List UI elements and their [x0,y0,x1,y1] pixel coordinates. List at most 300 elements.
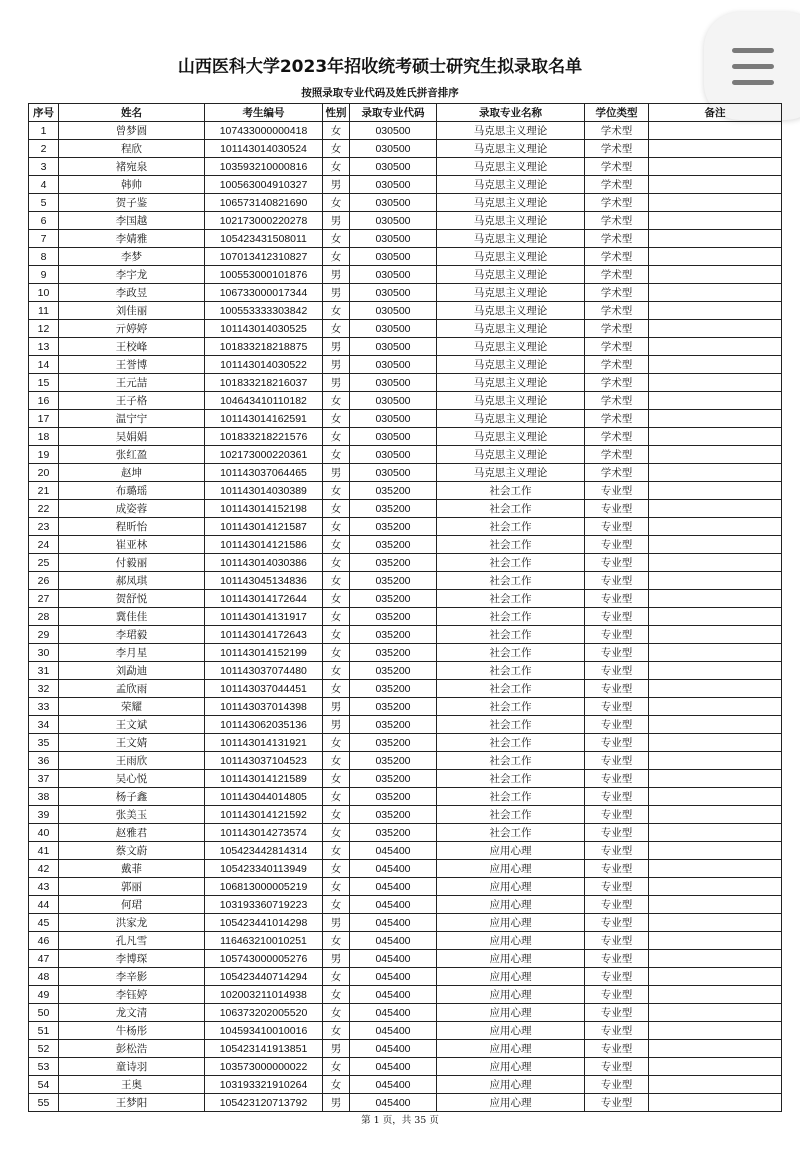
major-code-cell: 030500 [350,410,437,428]
name-cell: 贺子鉴 [59,194,205,212]
remarks-cell [649,554,782,572]
index-cell: 5 [29,194,59,212]
index-cell: 45 [29,914,59,932]
major-code-cell: 030500 [350,392,437,410]
major-code-cell: 045400 [350,986,437,1004]
index-cell: 38 [29,788,59,806]
index-cell: 39 [29,806,59,824]
remarks-cell [649,716,782,734]
degree-type-cell: 专业型 [585,842,649,860]
major-name-cell: 应用心理 [437,968,585,986]
index-cell: 25 [29,554,59,572]
index-cell: 36 [29,752,59,770]
name-cell: 李月星 [59,644,205,662]
major-name-cell: 社会工作 [437,518,585,536]
remarks-cell [649,536,782,554]
table-row [29,662,782,680]
remarks-cell [649,518,782,536]
gender-cell: 女 [323,302,350,320]
major-name-cell: 马克思主义理论 [437,266,585,284]
gender-cell: 女 [323,554,350,572]
table-row [29,410,782,428]
major-code-cell: 045400 [350,896,437,914]
table-row [29,1094,782,1112]
name-cell: 李政昱 [59,284,205,302]
degree-type-cell: 学术型 [585,446,649,464]
table-body [29,122,782,1112]
remarks-cell [649,446,782,464]
exam-id-cell: 101833218218875 [205,338,323,356]
exam-id-cell: 101143014131917 [205,608,323,626]
gender-cell: 男 [323,716,350,734]
exam-id-cell: 100553000101876 [205,266,323,284]
major-name-cell: 应用心理 [437,1058,585,1076]
major-code-cell: 035200 [350,698,437,716]
remarks-cell [649,248,782,266]
table-row [29,842,782,860]
table-row [29,212,782,230]
degree-type-cell: 学术型 [585,410,649,428]
table-row [29,338,782,356]
table-row [29,896,782,914]
major-code-cell: 035200 [350,518,437,536]
degree-type-cell: 专业型 [585,608,649,626]
gender-cell: 女 [323,896,350,914]
table-row [29,302,782,320]
degree-type-cell: 专业型 [585,770,649,788]
index-cell: 14 [29,356,59,374]
table-row [29,194,782,212]
major-code-cell: 035200 [350,500,437,518]
index-cell: 29 [29,626,59,644]
exam-id-cell: 101143014172644 [205,590,323,608]
gender-cell: 女 [323,986,350,1004]
remarks-cell [649,176,782,194]
major-name-cell: 马克思主义理论 [437,194,585,212]
table-row [29,626,782,644]
major-code-cell: 045400 [350,860,437,878]
table-row [29,446,782,464]
index-cell: 26 [29,572,59,590]
gender-cell: 男 [323,284,350,302]
index-cell: 8 [29,248,59,266]
gender-cell: 女 [323,410,350,428]
exam-id-cell: 101143014152199 [205,644,323,662]
table-row [29,1076,782,1094]
degree-type-cell: 学术型 [585,428,649,446]
major-code-cell: 035200 [350,644,437,662]
table-row [29,464,782,482]
major-code-cell: 035200 [350,716,437,734]
major-name-cell: 社会工作 [437,482,585,500]
index-cell: 11 [29,302,59,320]
name-cell: 曾梦圆 [59,122,205,140]
gender-cell: 女 [323,932,350,950]
exam-id-cell: 101143014030525 [205,320,323,338]
degree-type-cell: 学术型 [585,194,649,212]
major-code-cell: 030500 [350,428,437,446]
degree-type-cell: 专业型 [585,968,649,986]
degree-type-cell: 专业型 [585,914,649,932]
major-name-cell: 社会工作 [437,572,585,590]
exam-id-cell: 101143014121589 [205,770,323,788]
name-cell: 亓婷婷 [59,320,205,338]
major-code-cell: 045400 [350,950,437,968]
major-name-cell: 社会工作 [437,734,585,752]
index-cell: 35 [29,734,59,752]
name-cell: 李婧雅 [59,230,205,248]
degree-type-cell: 学术型 [585,230,649,248]
major-name-cell: 应用心理 [437,914,585,932]
name-cell: 温宁宁 [59,410,205,428]
remarks-cell [649,338,782,356]
table-row [29,140,782,158]
name-cell: 蔡文蔚 [59,842,205,860]
table-row [29,590,782,608]
degree-type-cell: 专业型 [585,878,649,896]
remarks-cell [649,500,782,518]
table-row [29,1004,782,1022]
major-code-cell: 045400 [350,914,437,932]
table-row [29,572,782,590]
table-row [29,374,782,392]
gender-cell: 女 [323,446,350,464]
name-cell: 孔凡雪 [59,932,205,950]
name-cell: 布璐瑶 [59,482,205,500]
index-cell: 37 [29,770,59,788]
remarks-cell [649,356,782,374]
index-cell: 18 [29,428,59,446]
col-header-degree-type: 学位类型 [585,104,649,122]
gender-cell: 女 [323,824,350,842]
remarks-cell [649,608,782,626]
degree-type-cell: 学术型 [585,320,649,338]
exam-id-cell: 104593410010016 [205,1022,323,1040]
exam-id-cell: 101143037074480 [205,662,323,680]
degree-type-cell: 专业型 [585,788,649,806]
gender-cell: 女 [323,590,350,608]
index-cell: 43 [29,878,59,896]
major-code-cell: 035200 [350,608,437,626]
index-cell: 7 [29,230,59,248]
major-code-cell: 035200 [350,824,437,842]
gender-cell: 男 [323,338,350,356]
exam-id-cell: 101143037104523 [205,752,323,770]
index-cell: 46 [29,932,59,950]
major-code-cell: 045400 [350,1076,437,1094]
major-name-cell: 社会工作 [437,752,585,770]
major-code-cell: 035200 [350,554,437,572]
exam-id-cell: 101143062035136 [205,716,323,734]
gender-cell: 男 [323,1094,350,1112]
major-code-cell: 030500 [350,176,437,194]
degree-type-cell: 学术型 [585,248,649,266]
name-cell: 韩帅 [59,176,205,194]
major-name-cell: 应用心理 [437,950,585,968]
index-cell: 32 [29,680,59,698]
remarks-cell [649,986,782,1004]
major-code-cell: 035200 [350,752,437,770]
index-cell: 53 [29,1058,59,1076]
major-name-cell: 社会工作 [437,626,585,644]
name-cell: 李珺毅 [59,626,205,644]
major-name-cell: 应用心理 [437,1022,585,1040]
index-cell: 41 [29,842,59,860]
table-row [29,518,782,536]
major-name-cell: 马克思主义理论 [437,284,585,302]
exam-id-cell: 101143037014398 [205,698,323,716]
index-cell: 48 [29,968,59,986]
remarks-cell [649,752,782,770]
major-name-cell: 社会工作 [437,788,585,806]
degree-type-cell: 专业型 [585,590,649,608]
table-row [29,752,782,770]
exam-id-cell: 101143014121592 [205,806,323,824]
major-name-cell: 马克思主义理论 [437,302,585,320]
major-name-cell: 马克思主义理论 [437,212,585,230]
major-code-cell: 030500 [350,302,437,320]
table-row [29,122,782,140]
gender-cell: 女 [323,1058,350,1076]
index-cell: 19 [29,446,59,464]
exam-id-cell: 106373202005520 [205,1004,323,1022]
gender-cell: 女 [323,770,350,788]
major-code-cell: 030500 [350,122,437,140]
gender-cell: 女 [323,194,350,212]
exam-id-cell: 102173000220361 [205,446,323,464]
index-cell: 44 [29,896,59,914]
remarks-cell [649,140,782,158]
index-cell: 49 [29,986,59,1004]
index-cell: 22 [29,500,59,518]
remarks-cell [649,572,782,590]
major-name-cell: 马克思主义理论 [437,122,585,140]
major-code-cell: 045400 [350,1022,437,1040]
degree-type-cell: 学术型 [585,122,649,140]
name-cell: 李辛影 [59,968,205,986]
remarks-cell [649,284,782,302]
major-name-cell: 社会工作 [437,662,585,680]
degree-type-cell: 专业型 [585,536,649,554]
degree-type-cell: 专业型 [585,644,649,662]
gender-cell: 女 [323,482,350,500]
index-cell: 24 [29,536,59,554]
table-row [29,644,782,662]
remarks-cell [649,806,782,824]
name-cell: 王子格 [59,392,205,410]
table-row [29,266,782,284]
degree-type-cell: 专业型 [585,1004,649,1022]
name-cell: 刘佳丽 [59,302,205,320]
remarks-cell [649,1022,782,1040]
gender-cell: 女 [323,392,350,410]
page-title: 山西医科大学2023年招收统考硕士研究生拟录取名单 [177,57,583,77]
major-code-cell: 035200 [350,806,437,824]
name-cell: 冀佳佳 [59,608,205,626]
remarks-cell [649,878,782,896]
gender-cell: 男 [323,212,350,230]
gender-cell: 男 [323,1040,350,1058]
degree-type-cell: 专业型 [585,752,649,770]
name-cell: 贺舒悦 [59,590,205,608]
degree-type-cell: 专业型 [585,1058,649,1076]
index-cell: 15 [29,374,59,392]
major-code-cell: 030500 [350,338,437,356]
major-name-cell: 社会工作 [437,644,585,662]
table-row [29,1058,782,1076]
table-row [29,860,782,878]
name-cell: 吴娟娟 [59,428,205,446]
name-cell: 刘勐迪 [59,662,205,680]
remarks-cell [649,644,782,662]
degree-type-cell: 专业型 [585,806,649,824]
table-row [29,806,782,824]
major-code-cell: 030500 [350,140,437,158]
degree-type-cell: 专业型 [585,1022,649,1040]
exam-id-cell: 103593210000816 [205,158,323,176]
table-row [29,1040,782,1058]
name-cell: 李钰婷 [59,986,205,1004]
index-cell: 16 [29,392,59,410]
exam-id-cell: 101143037044451 [205,680,323,698]
exam-id-cell: 106813000005219 [205,878,323,896]
col-header-major-name: 录取专业名称 [437,104,585,122]
major-name-cell: 马克思主义理论 [437,410,585,428]
degree-type-cell: 学术型 [585,158,649,176]
major-name-cell: 应用心理 [437,842,585,860]
exam-id-cell: 106733000017344 [205,284,323,302]
major-code-cell: 030500 [350,374,437,392]
remarks-cell [649,680,782,698]
major-code-cell: 030500 [350,266,437,284]
name-cell: 荣耀 [59,698,205,716]
exam-id-cell: 101143014152198 [205,500,323,518]
major-code-cell: 045400 [350,1094,437,1112]
gender-cell: 女 [323,734,350,752]
gender-cell: 女 [323,860,350,878]
table-row [29,950,782,968]
table-row [29,356,782,374]
degree-type-cell: 学术型 [585,140,649,158]
index-cell: 34 [29,716,59,734]
gender-cell: 女 [323,878,350,896]
index-cell: 4 [29,176,59,194]
degree-type-cell: 专业型 [585,896,649,914]
index-cell: 9 [29,266,59,284]
remarks-cell [649,194,782,212]
major-code-cell: 030500 [350,158,437,176]
major-name-cell: 社会工作 [437,554,585,572]
degree-type-cell: 专业型 [585,824,649,842]
major-name-cell: 应用心理 [437,932,585,950]
degree-type-cell: 专业型 [585,500,649,518]
name-cell: 王雨欣 [59,752,205,770]
table-row [29,554,782,572]
col-header-exam-id: 考生编号 [205,104,323,122]
major-code-cell: 035200 [350,680,437,698]
remarks-cell [649,824,782,842]
major-name-cell: 马克思主义理论 [437,230,585,248]
major-code-cell: 035200 [350,536,437,554]
table-row [29,770,782,788]
degree-type-cell: 专业型 [585,986,649,1004]
major-name-cell: 马克思主义理论 [437,158,585,176]
remarks-cell [649,914,782,932]
name-cell: 李博琛 [59,950,205,968]
exam-id-cell: 116463210010251 [205,932,323,950]
remarks-cell [649,626,782,644]
remarks-cell [649,590,782,608]
degree-type-cell: 专业型 [585,626,649,644]
gender-cell: 女 [323,1004,350,1022]
major-name-cell: 马克思主义理论 [437,374,585,392]
table-row [29,824,782,842]
gender-cell: 女 [323,644,350,662]
exam-id-cell: 101143014172643 [205,626,323,644]
exam-id-cell: 100553333303842 [205,302,323,320]
name-cell: 成姿蓉 [59,500,205,518]
exam-id-cell: 103193360719223 [205,896,323,914]
page-subtitle: 按照录取专业代码及姓氏拼音排序 [301,87,459,99]
major-name-cell: 应用心理 [437,1040,585,1058]
major-name-cell: 马克思主义理论 [437,140,585,158]
index-cell: 30 [29,644,59,662]
name-cell: 张红盈 [59,446,205,464]
remarks-cell [649,788,782,806]
exam-id-cell: 101143014273574 [205,824,323,842]
exam-id-cell: 102003211014938 [205,986,323,1004]
major-name-cell: 社会工作 [437,698,585,716]
degree-type-cell: 专业型 [585,518,649,536]
remarks-cell [649,932,782,950]
index-cell: 28 [29,608,59,626]
name-cell: 童诗羽 [59,1058,205,1076]
major-name-cell: 马克思主义理论 [437,392,585,410]
name-cell: 龙文清 [59,1004,205,1022]
table-row [29,680,782,698]
major-code-cell: 030500 [350,320,437,338]
gender-cell: 女 [323,158,350,176]
major-name-cell: 马克思主义理论 [437,248,585,266]
degree-type-cell: 专业型 [585,716,649,734]
index-cell: 42 [29,860,59,878]
major-code-cell: 030500 [350,212,437,230]
remarks-cell [649,968,782,986]
remarks-cell [649,320,782,338]
index-cell: 21 [29,482,59,500]
exam-id-cell: 101143037064465 [205,464,323,482]
exam-id-cell: 105423441014298 [205,914,323,932]
gender-cell: 男 [323,950,350,968]
name-cell: 赵雅君 [59,824,205,842]
major-code-cell: 035200 [350,734,437,752]
remarks-cell [649,770,782,788]
major-code-cell: 030500 [350,230,437,248]
table-row [29,500,782,518]
major-name-cell: 马克思主义理论 [437,446,585,464]
gender-cell: 女 [323,572,350,590]
table-row [29,986,782,1004]
gender-cell: 女 [323,752,350,770]
remarks-cell [649,1004,782,1022]
index-cell: 6 [29,212,59,230]
degree-type-cell: 专业型 [585,932,649,950]
degree-type-cell: 学术型 [585,212,649,230]
index-cell: 3 [29,158,59,176]
exam-id-cell: 105423440714294 [205,968,323,986]
name-cell: 李国越 [59,212,205,230]
table-row [29,716,782,734]
